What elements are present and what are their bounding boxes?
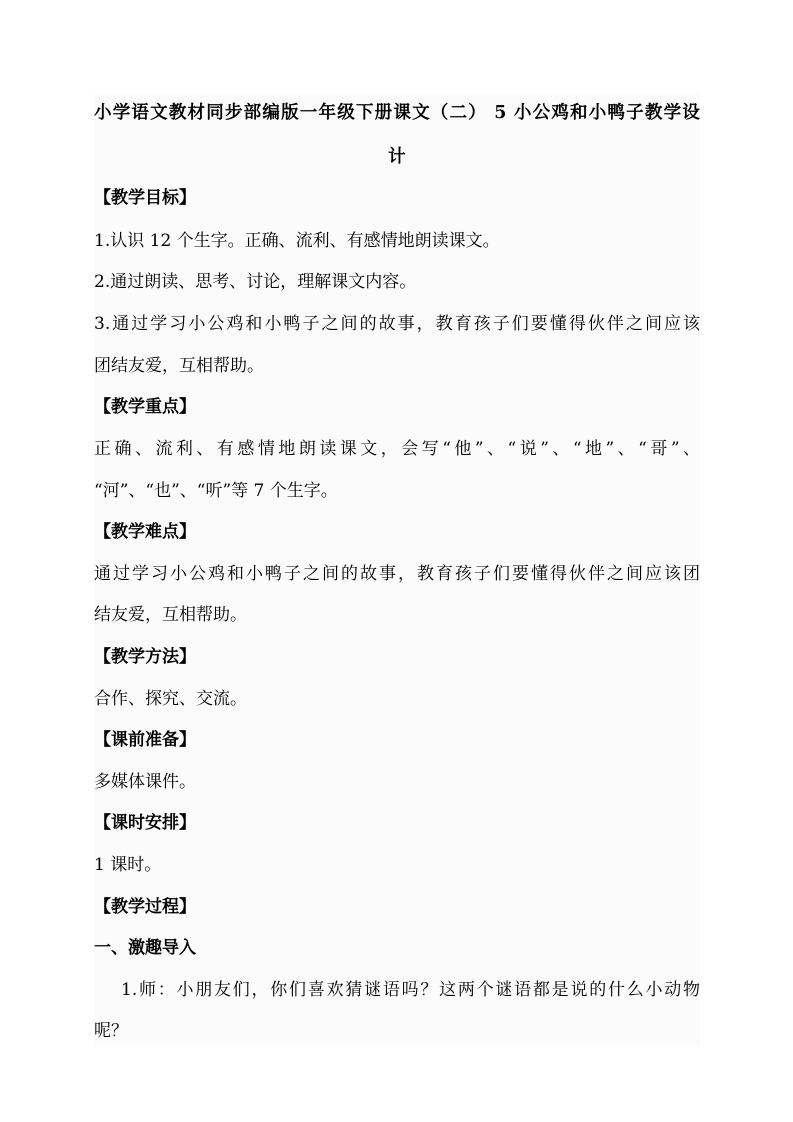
key-points-line-1: 正确、流利、有感情地朗读课文，会写“他”、“说”、“地”、“哥”、 xyxy=(94,439,700,459)
key-points-line-2: “河”、“也”、“听”等 7 个生字。 xyxy=(94,481,338,501)
heading-teaching-process: 【教学过程】 xyxy=(94,897,196,917)
difficult-points-line-2: 结友爱，互相帮助。 xyxy=(94,605,247,625)
heading-teaching-goals: 【教学目标】 xyxy=(94,188,196,208)
heading-difficult-points: 【教学难点】 xyxy=(94,522,196,542)
part-one-line-2: 呢？ xyxy=(94,1021,128,1041)
goal-item-3-line-2: 团结友爱，互相帮助。 xyxy=(94,356,264,376)
heading-schedule: 【课时安排】 xyxy=(94,813,196,833)
heading-key-points: 【教学重点】 xyxy=(94,397,196,417)
difficult-points-line-1: 通过学习小公鸡和小鸭子之间的故事，教育孩子们要懂得伙伴之间应该团 xyxy=(94,564,700,584)
document-body xyxy=(94,94,700,1046)
heading-teaching-methods: 【教学方法】 xyxy=(94,647,196,667)
goal-item-2: 2.通过朗读、思考、讨论，理解课文内容。 xyxy=(94,272,417,292)
heading-preparation: 【课前准备】 xyxy=(94,730,196,750)
heading-part-one: 一、激趣导入 xyxy=(94,938,196,958)
document-title-line-2: 计 xyxy=(388,147,406,167)
goal-item-1: 1.认识 12 个生字。正确、流利、有感情地朗读课文。 xyxy=(94,231,500,251)
teaching-methods-text: 合作、探究、交流。 xyxy=(94,689,247,709)
part-one-line-1: 1.师：小朋友们，你们喜欢猜谜语吗？这两个谜语都是说的什么小动物 xyxy=(121,980,700,1000)
goal-item-3-line-1: 3.通过学习小公鸡和小鸭子之间的故事，教育孩子们要懂得伙伴之间应该 xyxy=(94,314,700,334)
document-title-line-1: 小学语文教材同步部编版一年级下册课文（二） 5 小公鸡和小鸭子教学设 xyxy=(94,103,700,123)
schedule-text: 1 课时。 xyxy=(94,855,162,875)
preparation-text: 多媒体课件。 xyxy=(94,772,196,792)
